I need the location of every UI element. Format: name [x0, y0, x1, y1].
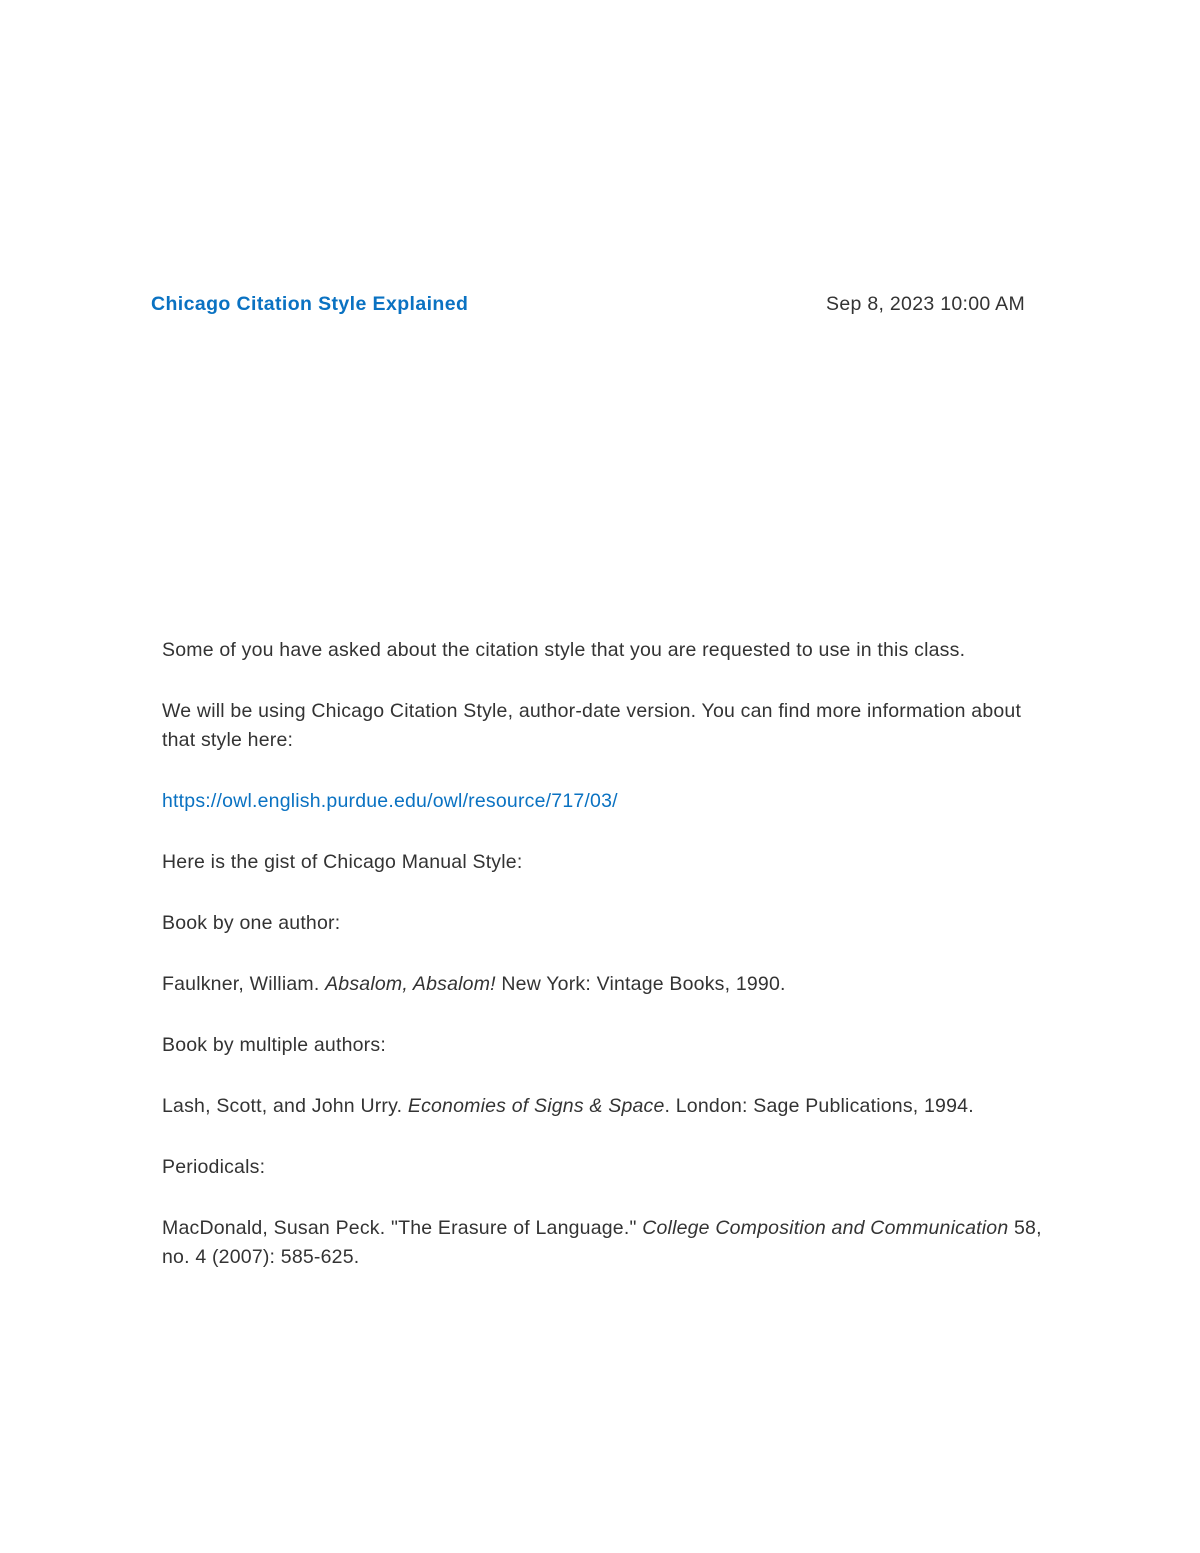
periodicals-citation	[162, 1214, 1042, 1272]
announcement-body	[162, 636, 1042, 1304]
multiple-authors-label: Book by multiple authors:	[162, 1034, 386, 1056]
link-paragraph	[162, 787, 1042, 816]
citation-prefix: Lash, Scott, and John Urry.	[162, 1095, 408, 1117]
citation-title: Economies of Signs & Space	[407, 1095, 665, 1117]
citation-prefix: Faulkner, William.	[162, 973, 326, 995]
multiple-authors-citation	[162, 1092, 1042, 1121]
style-info-paragraph: We will be using Chicago Citation Style, author-date version. You can find more information about that style here:	[162, 700, 1022, 751]
purdue-owl-link[interactable]: https://owl.english.purdue.edu/owl/resource/717/03/	[162, 790, 618, 812]
announcement-title[interactable]: Chicago Citation Style Explained	[151, 293, 469, 315]
citation-suffix: New York: Vintage Books, 1990.	[495, 973, 786, 995]
one-author-citation	[162, 970, 1042, 999]
citation-title: Absalom, Absalom!	[325, 973, 496, 995]
citation-suffix: . London: Sage Publications, 1994.	[664, 1095, 974, 1117]
citation-title: College Composition and Communication	[642, 1217, 1009, 1239]
citation-prefix: MacDonald, Susan Peck. "The Erasure of Language."	[162, 1217, 643, 1239]
intro-paragraph: Some of you have asked about the citation style that you are requested to use in this class.	[162, 639, 966, 661]
citation-suffix: 58, no. 4 (2007): 585-625.	[162, 1217, 1042, 1268]
periodicals-label: Periodicals:	[162, 1156, 266, 1178]
gist-heading: Here is the gist of Chicago Manual Style:	[162, 851, 523, 873]
one-author-label: Book by one author:	[162, 912, 341, 934]
announcement-date: Sep 8, 2023 10:00 AM	[826, 293, 1025, 315]
